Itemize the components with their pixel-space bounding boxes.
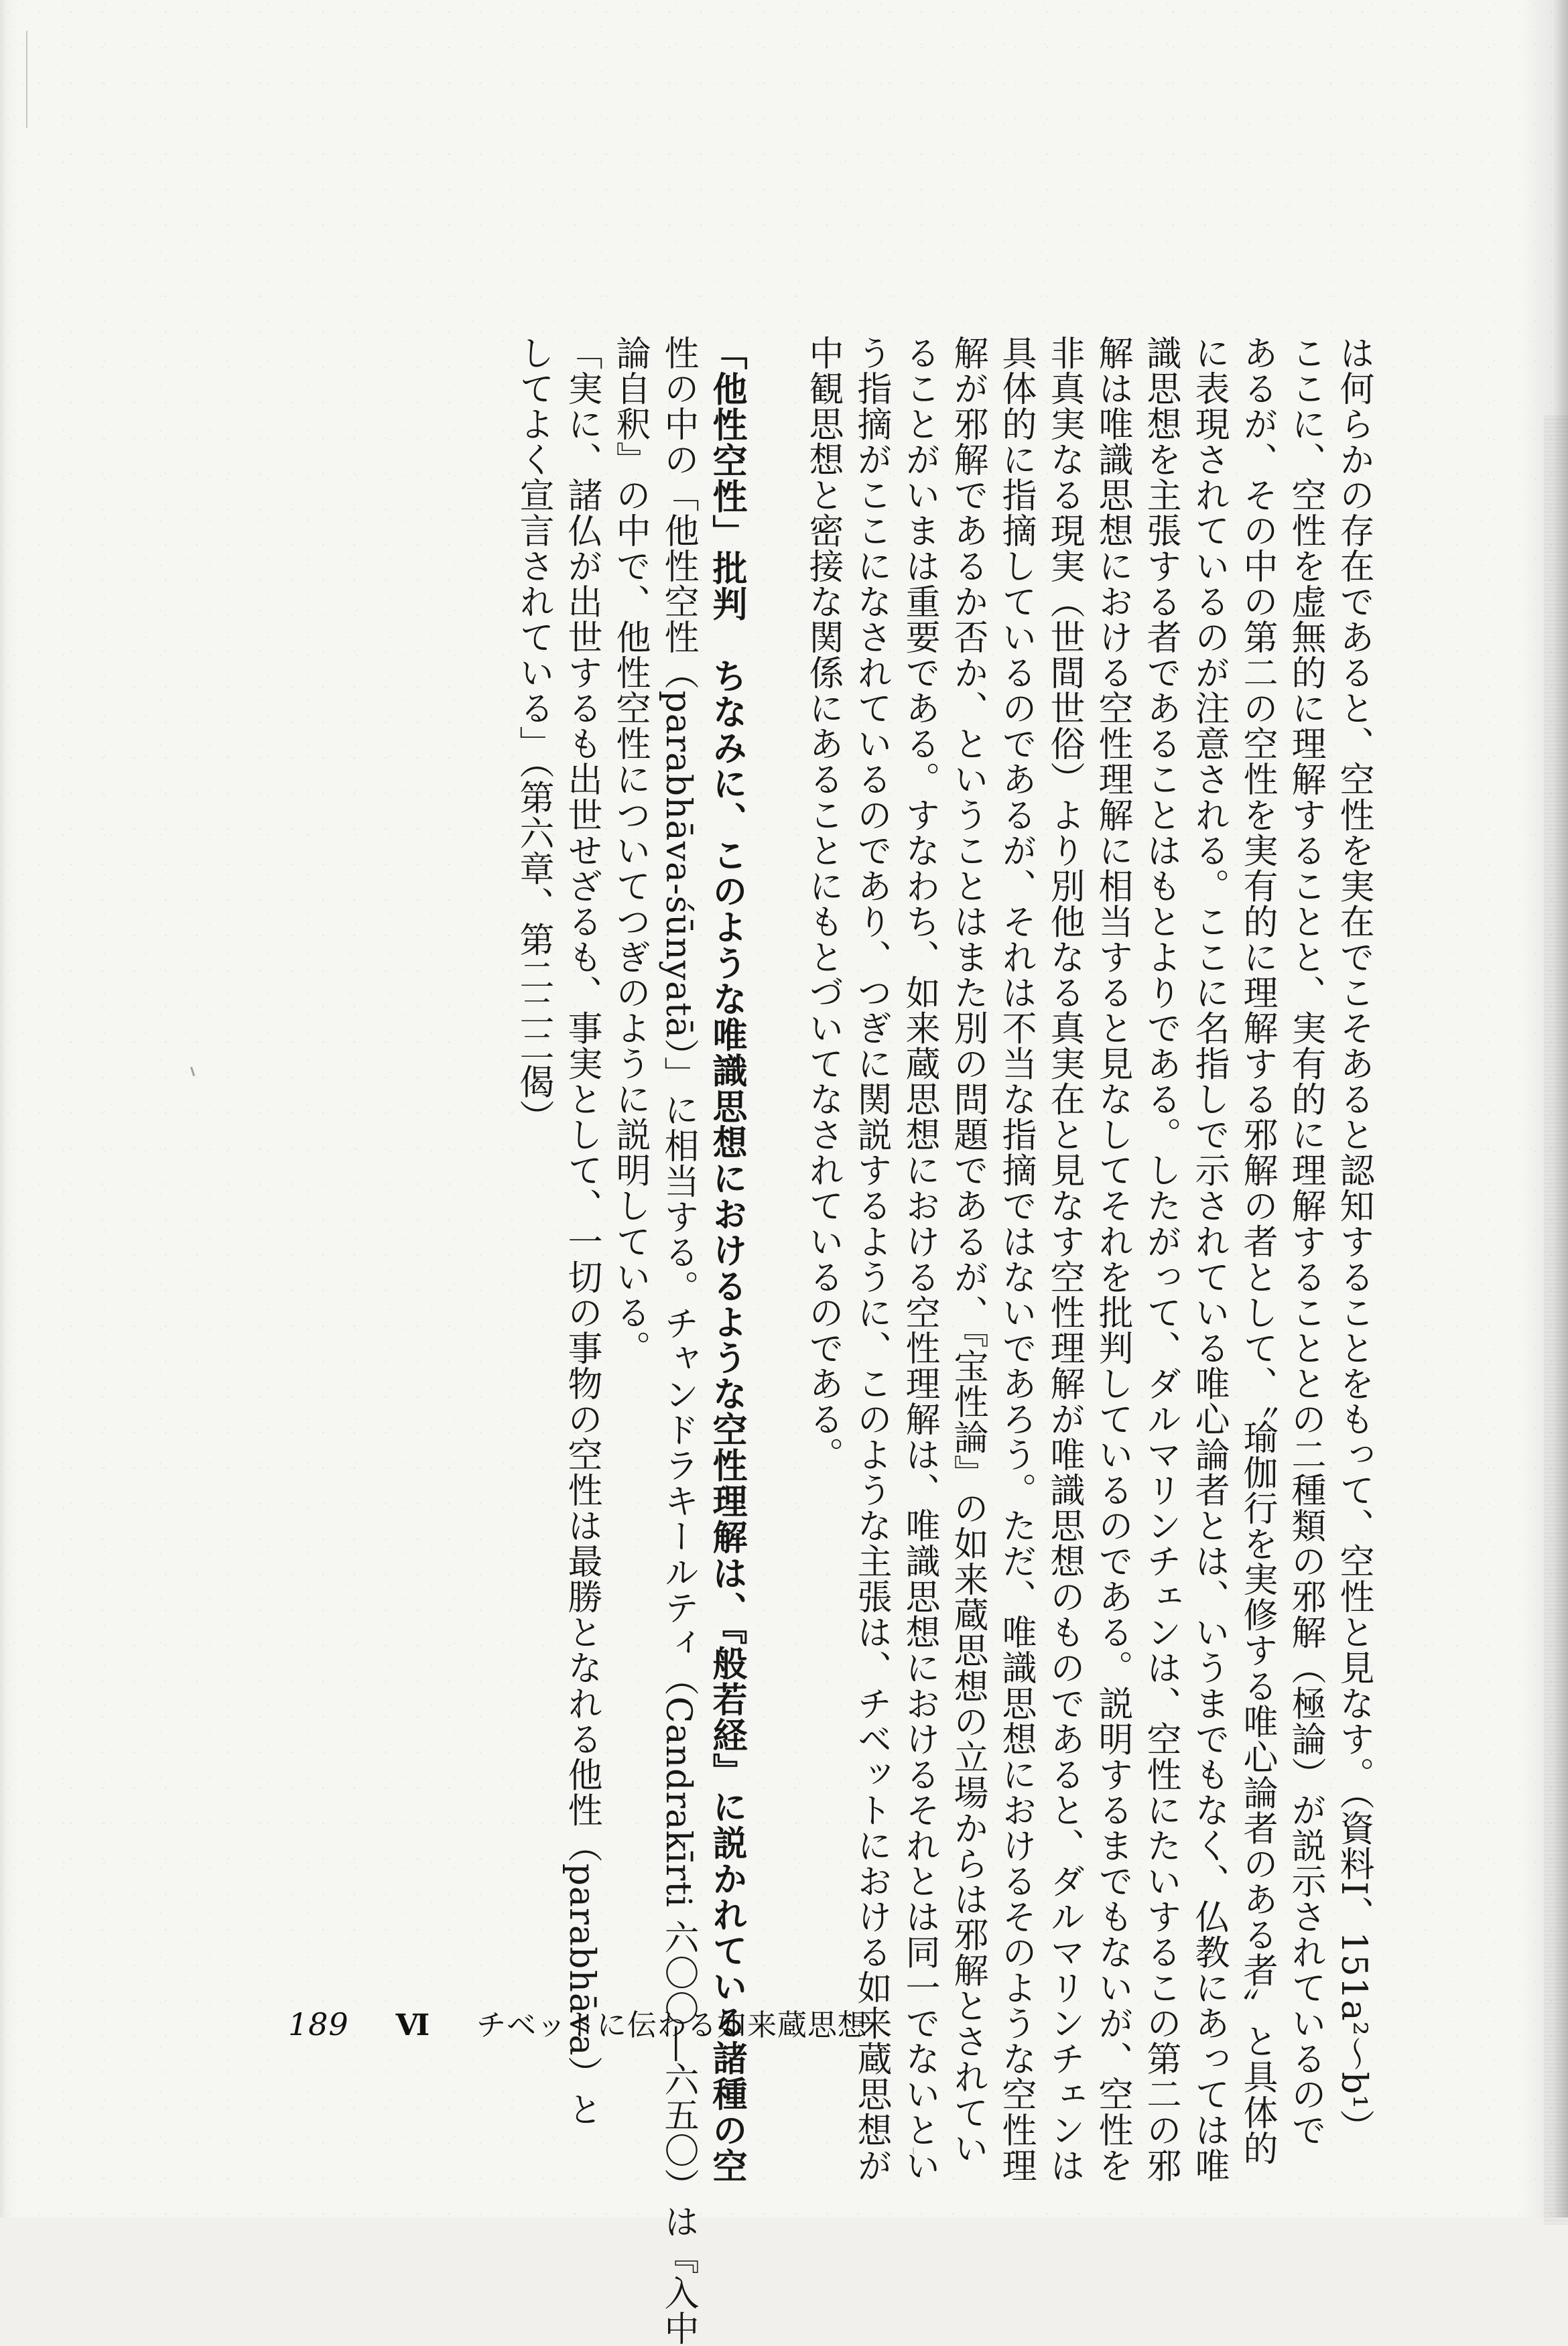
text-line: に表現されているのが注意される。ここに名指しで示されている唯心論者とは、いうまでもなく、仏教にあっては唯 (1189, 335, 1229, 2184)
text-line: う指摘がここになされているのであり、つぎに関説するように、このような主張は、チベットにおける如来蔵思想が (851, 335, 891, 2184)
text-line: あるが、その中の第二の空性を実有的に理解する邪解の者として、〝瑜伽行を実修する唯心論者のある者〟と具体的 (1237, 335, 1277, 2166)
text-line: ることがいまは重要である。すなわち、如来蔵思想における空性理解は、唯識思想におけるそれとは同一でないとい (899, 335, 939, 2184)
scan-mark (26, 31, 27, 128)
text-line: 論自釈』の中で、他性空性についてつぎのように説明している。 (610, 335, 650, 1366)
page-edge-shadow (1544, 415, 1568, 2225)
text-line: 解が邪解であるか否か、ということはまた別の問題であるが、『宝性論』の如来蔵思想の立場からは邪解とされてい (948, 335, 988, 2166)
text-line: ここに、空性を虚無的に理解することと、実有的に理解することとの二種類の邪解（極論）が説示されているので (1285, 335, 1325, 2148)
text-line: してよく宣言されている」（第六章、第二二二偈） (513, 335, 553, 1135)
chapter-title: チベットに伝わる如来蔵思想 (476, 2008, 868, 2042)
section-heading-line: 「他性空性」批判 ちなみに、このような唯識思想におけるような空性理解は、『般若経』に説かれている諸種の空 (706, 335, 746, 2185)
text-line: 「実に、諸仏が出世するも出世せざるも、事実として、一切の事物の空性は最勝となれる他性（parabhāva）と (562, 335, 602, 2128)
text-line: 非真実なる現実（世間世俗）より別他なる真実在と見なす空性理解が唯識思想のものであると、ダルマリンチェンは (1044, 335, 1084, 2184)
chapter-number: Ⅵ (395, 2008, 430, 2042)
text-line: 具体的に指摘しているのであるが、それは不当な指摘ではないであろう。ただ、唯識思想におけるそのような空性理 (996, 335, 1036, 2184)
scan-speck (190, 1067, 195, 1076)
text-line: 識思想を主張する者であることはもとよりである。したがって、ダルマリンチェンは、空性にたいするこの第二の邪 (1140, 335, 1181, 2184)
paragraph-spacer (750, 335, 799, 342)
text-line: は何らかの存在であると、空性を実在でこそあると認知することをもって、空性と見なす。（資料I、151a²〜b¹） (1333, 335, 1374, 2145)
page-number: 189 (288, 2006, 349, 2042)
text-line: 中観思想と密接な関係にあることにもとづいてなされているのである。 (803, 335, 843, 1473)
running-footer (288, 2001, 868, 2044)
text-line: 性の中の「他性空性（parabhāva-śūnyatā）」に相当する。チャンドラキールティ（Candrakīrti 六〇〇―六五〇）は『入中 (658, 335, 698, 2346)
text-line: 解は唯識思想における空性理解に相当すると見なしてそれを批判しているのである。説明するまでもないが、空性を (1092, 335, 1132, 2184)
